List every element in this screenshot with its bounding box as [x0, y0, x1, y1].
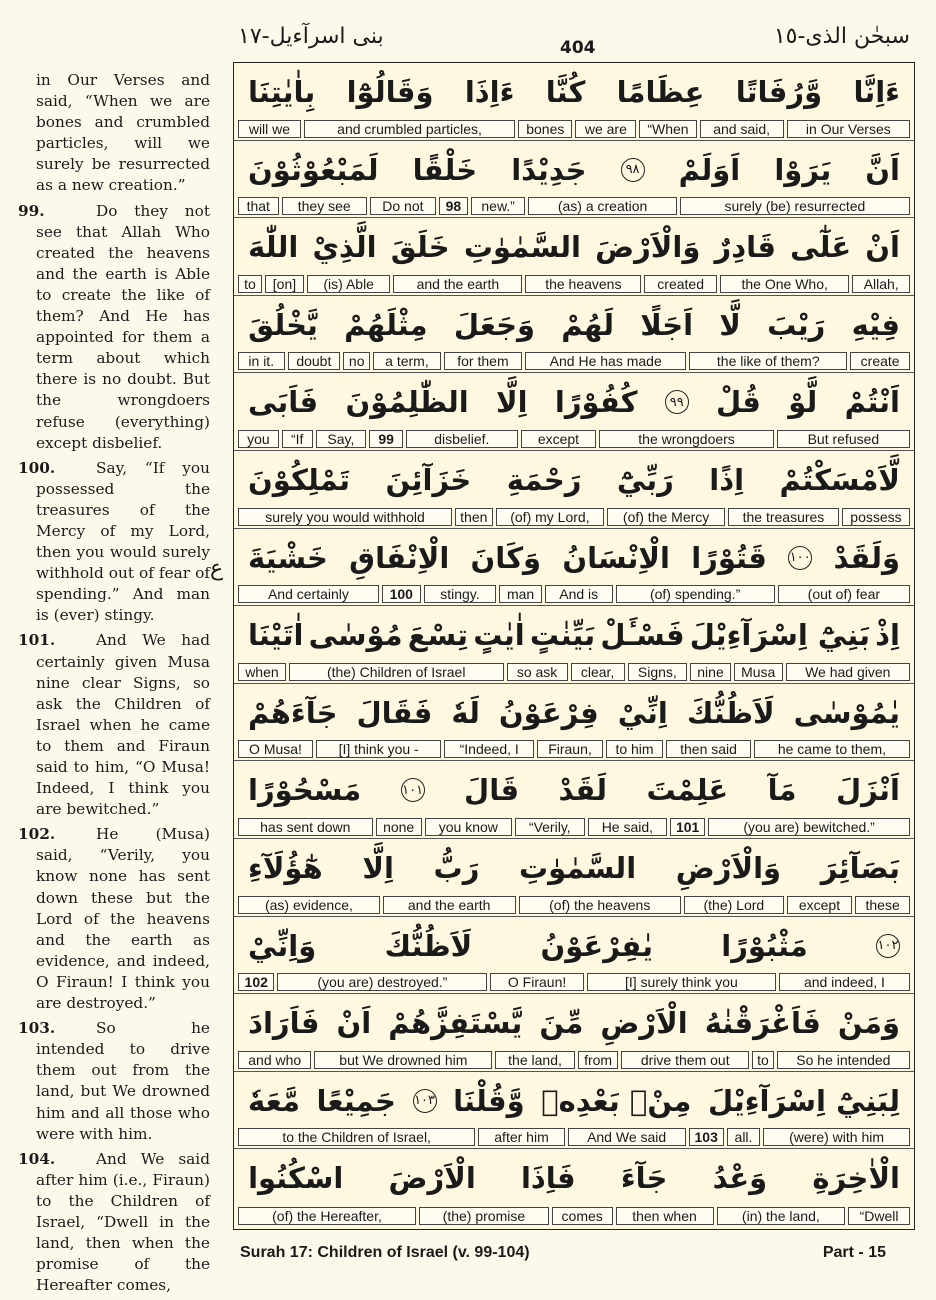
grid-row — [234, 761, 914, 839]
english-word: new.” — [471, 197, 525, 215]
arabic-word: وَمَنْ — [837, 1006, 900, 1041]
grid-row — [234, 218, 914, 296]
english-word: (out of) fear — [778, 585, 910, 603]
english-word: [I] surely think you — [587, 973, 776, 991]
english-word: you know — [425, 818, 512, 836]
english-word: 103 — [689, 1128, 724, 1146]
english-gloss-line — [238, 740, 910, 758]
arabic-word: فَاَبَى — [248, 385, 319, 420]
translation-text: And We had certainly given Musa nine clear Signs, so ask the Children of Israel when he came to them and Firaun said to him, “O Musa! Indeed, I think you are bewitched.” — [36, 631, 210, 819]
arabic-word: ءَاِذَا — [464, 75, 515, 109]
english-gloss-line — [238, 430, 910, 448]
arabic-word: فَقَالَ — [356, 695, 433, 730]
english-word: man — [499, 585, 542, 603]
grid-row — [234, 684, 914, 762]
translation-text: He (Musa) said, “Verily, you know none has sent down these but the Lord of the heavens and the earth as evidence, and indeed, O Firaun! I think you are destroyed.” — [36, 825, 210, 1013]
arabic-word: لَّاَمْسَكْتُمْ — [779, 462, 900, 497]
arabic-word: اَنْتُمْ — [844, 385, 900, 420]
arabic-line — [234, 761, 914, 819]
english-word: “When — [639, 120, 696, 138]
arabic-word: يٰمُوْسٰى — [793, 695, 900, 730]
english-word: And is — [545, 585, 613, 603]
arabic-line — [234, 684, 914, 742]
english-word: Allah, — [852, 275, 910, 293]
arabic-word: عَلٰٓى — [790, 230, 852, 265]
english-word: and indeed, I — [779, 973, 910, 991]
arabic-word: وَّقُلْنَا — [453, 1083, 525, 1118]
arabic-word: لَّا — [719, 307, 741, 342]
grid-row — [234, 529, 914, 607]
arabic-word: الْاِنْسَانُ — [562, 540, 670, 575]
translation-entry — [18, 824, 210, 1014]
arabic-word: جَدِيْدًا — [511, 152, 587, 187]
verse-end-marker: ١٠١ — [401, 778, 425, 802]
english-word: none — [376, 818, 422, 836]
arabic-word: وَالْاَرْضَ — [595, 230, 701, 265]
arabic-word: الَّذِيْ — [312, 230, 377, 265]
arabic-word: لَاَظُنُّكَ — [686, 695, 775, 730]
english-word: He said, — [588, 818, 667, 836]
english-word: they see — [282, 197, 367, 215]
arabic-word: رَبِّيْٓ — [616, 462, 674, 497]
verse-number: 101. — [18, 631, 56, 650]
grid-row — [234, 451, 914, 529]
english-word: created — [644, 275, 717, 293]
arabic-word: وَّرُفَاتًا — [735, 75, 823, 109]
arabic-word: اِلَّا — [496, 385, 528, 420]
english-word: the land, — [495, 1051, 575, 1069]
english-word: for them — [444, 352, 522, 370]
arabic-word: لَهٗ — [451, 695, 480, 730]
header-juz-arabic: سبحٰن الذی-١٥ — [773, 24, 910, 49]
english-word: possess — [842, 508, 910, 526]
verse-end-marker: ١٠٢ — [876, 934, 900, 958]
arabic-word: فَسْـَٔلْ — [600, 618, 685, 653]
arabic-word: رَبُّ — [433, 850, 480, 885]
translation-text: in Our Verses and said, “When we are bones and crumbled particles, will we surely be resurrected as a new creation.” — [36, 71, 210, 195]
arabic-word: عِظَامًا — [616, 75, 705, 109]
arabic-word: مَثْبُوْرًا — [721, 928, 808, 963]
verse-end-marker: ٩٩ — [665, 390, 689, 414]
english-word: then — [455, 508, 493, 526]
arabic-word: اللّٰهَ — [248, 230, 299, 265]
verse-number: 102. — [18, 825, 56, 844]
arabic-word: اسْكُنُوا — [248, 1161, 344, 1196]
arabic-word: وَكَانَ — [470, 540, 542, 575]
arabic-word: اَنَّ — [865, 152, 900, 187]
arabic-word: خَزَآئِنَ — [385, 462, 472, 497]
english-word: We had given — [786, 663, 910, 681]
english-word: all. — [727, 1128, 760, 1146]
english-word: doubt — [288, 352, 341, 370]
grid-row — [234, 994, 914, 1072]
english-word: stingy. — [424, 585, 497, 603]
english-word: to him — [606, 740, 663, 758]
arabic-word: اَوَلَمْ — [678, 152, 741, 187]
arabic-word: مِنْۢ بَعْدِهٖ — [541, 1083, 692, 1118]
english-word: and crumbled particles, — [304, 120, 515, 138]
english-word: (you are) destroyed.” — [277, 973, 487, 991]
arabic-word: قَادِرٌ — [714, 230, 776, 265]
english-word: to — [238, 275, 262, 293]
english-word: Musa — [734, 663, 783, 681]
english-word: (the) promise — [419, 1207, 549, 1225]
translation-entry — [18, 201, 210, 454]
english-gloss-line — [238, 973, 910, 991]
english-word: (of) my Lord, — [496, 508, 605, 526]
header-surah-arabic: بنی اسرآءیل-١٧ — [238, 24, 384, 49]
english-word: but We drowned him — [314, 1051, 492, 1069]
arabic-word: ءَاِنَّا — [853, 75, 900, 109]
arabic-word: مَآ — [767, 773, 797, 808]
translation-entry — [18, 630, 210, 820]
english-word: when — [238, 663, 286, 681]
arabic-word: السَّمٰوٰتِ — [519, 850, 637, 885]
english-word: except — [521, 430, 597, 448]
arabic-word: كُفُوْرًا — [554, 385, 638, 420]
english-gloss-line — [238, 1207, 910, 1225]
english-word: will we — [238, 120, 301, 138]
english-word: the wrongdoers — [599, 430, 773, 448]
arabic-word: لَهُمْ — [561, 307, 614, 342]
arabic-line — [234, 218, 914, 276]
arabic-line — [234, 529, 914, 587]
english-word: “Indeed, I — [444, 740, 534, 758]
arabic-word: اَنْ — [865, 230, 900, 265]
arabic-word: جَآءَ — [620, 1161, 668, 1196]
english-word: he came to them, — [754, 740, 910, 758]
english-word: O Musa! — [238, 740, 313, 758]
arabic-word: اِذْ — [875, 618, 900, 653]
english-word: from — [578, 1051, 619, 1069]
english-gloss-line — [238, 1051, 910, 1069]
grid-row — [234, 296, 914, 374]
footer-part: Part - 15 — [822, 1244, 886, 1261]
english-word: in it. — [238, 352, 285, 370]
arabic-line — [234, 63, 914, 121]
english-word: after him — [478, 1128, 564, 1146]
english-gloss-line — [238, 896, 910, 914]
english-word: 102 — [238, 973, 274, 991]
arabic-word: خَشْيَةَ — [248, 540, 328, 575]
grid-row — [234, 606, 914, 684]
grid-row — [234, 839, 914, 917]
arabic-line — [234, 296, 914, 354]
arabic-word: اِنِّيْ — [617, 695, 668, 730]
verse-number: 100. — [18, 458, 56, 477]
english-word: these — [855, 896, 910, 914]
arabic-word: يَّسْتَفِزَّهُمْ — [388, 1006, 523, 1041]
english-word: (the) Children of Israel — [289, 663, 504, 681]
arabic-word: الْاٰخِرَةِ — [812, 1161, 900, 1196]
translation-text: So he intended to drive them out from the land, but We drowned him and all those who were with him. — [36, 1019, 210, 1143]
verse-end-marker: ٩٨ — [621, 158, 645, 182]
english-gloss-line — [238, 818, 910, 836]
page-number: 404 — [560, 38, 596, 58]
grid-row — [234, 141, 914, 219]
arabic-line — [234, 1149, 914, 1207]
english-gloss-line — [238, 197, 910, 215]
english-word: in Our Verses — [787, 120, 910, 138]
grid-row — [234, 917, 914, 995]
arabic-word: الْاَرْضَ — [388, 1161, 476, 1196]
grid-row — [234, 1072, 914, 1150]
english-word: And certainly — [238, 585, 379, 603]
english-word: “Dwell — [848, 1207, 910, 1225]
arabic-word: فَاَرَادَ — [248, 1006, 320, 1041]
english-word: a term, — [373, 352, 441, 370]
english-word: the like of them? — [689, 352, 847, 370]
english-gloss-line — [238, 585, 910, 603]
arabic-word: لَّوْ — [788, 385, 818, 420]
english-word: the heavens — [525, 275, 641, 293]
arabic-word: رَيْبَ — [767, 307, 826, 342]
english-word: 98 — [439, 197, 468, 215]
translation-text: Do they not see that Allah Who created the heavens and the earth is Able to create the like of them? And He has appointed for them a term about which there is no doubt. But the wrongdoers refuse (everything) except disbelief. — [36, 201, 210, 452]
arabic-word: بِاٰيٰتِنَا — [248, 75, 316, 109]
english-word: no — [343, 352, 370, 370]
translation-text: Say, “If you possessed the treasures of the Mercy of my Lord, then you would surely withhold out of fear of spending.” And man is (ever) stingy. — [36, 458, 210, 625]
arabic-word: وَعْدُ — [712, 1161, 768, 1196]
english-word: disbelief. — [406, 430, 517, 448]
english-word: Do not — [370, 197, 436, 215]
verse-number: 103. — [18, 1019, 56, 1038]
english-gloss-line — [238, 1128, 910, 1146]
english-word: and who — [238, 1051, 311, 1069]
english-gloss-line — [238, 352, 910, 370]
english-word: [I] think you - — [316, 740, 441, 758]
arabic-word: رَحْمَةِ — [506, 462, 582, 497]
english-word: 100 — [382, 585, 421, 603]
english-word: and the earth — [383, 896, 516, 914]
arabic-word: فِيْهِ — [851, 307, 900, 342]
arabic-word: هٰٓؤُلَآءِ — [248, 850, 323, 885]
english-word: then said — [666, 740, 751, 758]
arabic-word: وَقَالُوْٓا — [346, 75, 434, 109]
translation-entry — [18, 1018, 210, 1145]
arabic-word: خَلَقَ — [390, 230, 450, 265]
verse-number: 104. — [18, 1149, 56, 1168]
english-word: and the earth — [393, 275, 522, 293]
english-word: to the Children of Israel, — [238, 1128, 475, 1146]
english-word: And He has made — [525, 352, 686, 370]
verse-end-marker: ١٠٠ — [788, 546, 812, 570]
english-word: (is) Able — [307, 275, 390, 293]
english-word: and said, — [700, 120, 784, 138]
arabic-line — [234, 606, 914, 664]
arabic-word: وَجَعَلَ — [453, 307, 535, 342]
english-gloss-line — [238, 508, 910, 526]
english-word: (in) the land, — [717, 1207, 846, 1225]
english-word: then when — [616, 1207, 714, 1225]
english-word: (the) Lord — [684, 896, 784, 914]
arabic-word: تَمْلِكُوْنَ — [248, 462, 351, 497]
english-word: So he intended — [777, 1051, 910, 1069]
english-word: surely (be) resurrected — [680, 197, 910, 215]
english-word: nine — [690, 663, 731, 681]
arabic-word: جَمِيْعًا — [316, 1083, 396, 1118]
english-word: But refused — [777, 430, 910, 448]
english-word: Signs, — [628, 663, 687, 681]
arabic-line — [234, 839, 914, 897]
arabic-word: مُوْسٰى — [308, 618, 403, 653]
translation-text: And We said after him (i.e., Firaun) to the Children of Israel, “Dwell in the land, then when the promise of the Hereafter comes, — [36, 1149, 210, 1295]
arabic-word: فَاَغْرَقْنٰهُ — [704, 1006, 821, 1041]
arabic-line — [234, 141, 914, 199]
arabic-word: تِسْعَ — [407, 618, 469, 653]
verse-end-marker: ١٠٣ — [413, 1089, 437, 1113]
english-word: to — [752, 1051, 774, 1069]
english-word: the treasures — [728, 508, 839, 526]
arabic-word: يٰفِرْعَوْنُ — [540, 928, 654, 963]
english-word: (were) with him — [763, 1128, 910, 1146]
grid-row — [234, 1149, 914, 1227]
english-word: bones — [518, 120, 572, 138]
arabic-word: اَجَلًا — [640, 307, 694, 342]
english-word: so ask — [507, 663, 568, 681]
english-word: create — [850, 352, 910, 370]
english-gloss-line — [238, 120, 910, 138]
arabic-word: اَنْ — [336, 1006, 372, 1041]
arabic-word: قُلْ — [716, 385, 761, 420]
arabic-word: لَمَبْعُوْثُوْنَ — [248, 152, 379, 187]
arabic-word: اٰيٰتٍ — [473, 618, 525, 653]
arabic-word: لَاَظُنُّكَ — [384, 928, 473, 963]
arabic-line — [234, 917, 914, 975]
english-word: surely you would withhold — [238, 508, 452, 526]
english-word: O Firaun! — [490, 973, 584, 991]
english-word: clear, — [571, 663, 625, 681]
arabic-word: عَلِمْتَ — [646, 773, 729, 808]
arabic-word: لِبَنِيْٓ اِسْرَآءِيْلَ — [707, 1083, 900, 1118]
english-word: “If — [282, 430, 313, 448]
english-gloss-line — [238, 663, 910, 681]
english-word: Say, — [316, 430, 367, 448]
english-word: drive them out — [621, 1051, 749, 1069]
arabic-word: السَّمٰوٰتِ — [463, 230, 581, 265]
english-word: (of) the Mercy — [607, 508, 725, 526]
arabic-word: بَنِيْٓ اِسْرَآءِيْلَ — [689, 618, 870, 653]
translation-entry — [18, 458, 210, 627]
arabic-word: الظّٰلِمُوْنَ — [345, 385, 469, 420]
english-word: you — [238, 430, 279, 448]
arabic-word: قَتُوْرًا — [691, 540, 767, 575]
grid-row — [234, 373, 914, 451]
english-word: “Verily, — [515, 818, 585, 836]
english-word: we are — [575, 120, 636, 138]
arabic-word: بَصَآئِرَ — [820, 850, 900, 885]
arabic-word: مِّنَ — [539, 1006, 584, 1041]
arabic-word: كُنَّا — [545, 75, 586, 109]
footer-surah: Surah 17: Children of Israel (v. 99-104) — [240, 1244, 530, 1261]
arabic-line — [234, 994, 914, 1052]
arabic-line — [234, 1072, 914, 1130]
translation-entry — [18, 1149, 210, 1297]
ruku-mark: ع — [210, 556, 224, 581]
english-word: (as) a creation — [528, 197, 676, 215]
english-gloss-line — [238, 275, 910, 293]
arabic-word: اِلَّا — [362, 850, 394, 885]
verse-number: 99. — [18, 201, 45, 220]
english-word: And We said — [568, 1128, 686, 1146]
word-by-word-grid — [233, 62, 915, 1230]
english-word: (you are) bewitched.” — [708, 818, 910, 836]
arabic-word: جَآءَهُمْ — [248, 695, 338, 730]
english-word: 99 — [369, 430, 403, 448]
translation-column — [18, 70, 210, 1300]
english-word: comes — [552, 1207, 613, 1225]
arabic-word: وَاِنِّيْ — [248, 928, 317, 963]
arabic-line — [234, 451, 914, 509]
arabic-word: مَّعَهٗ — [248, 1083, 300, 1118]
arabic-word: لَقَدْ — [558, 773, 608, 808]
arabic-word: مِثْلَهُمْ — [344, 307, 428, 342]
arabic-word: وَلَقَدْ — [833, 540, 900, 575]
arabic-word: قَالَ — [464, 773, 520, 808]
arabic-word: وَالْاَرْضِ — [675, 850, 782, 885]
translation-entry — [18, 70, 210, 197]
english-word: (of) the heavens — [519, 896, 681, 914]
arabic-word: يَّخْلُقَ — [248, 307, 318, 342]
arabic-word: بَيِّنٰتٍ — [529, 618, 596, 653]
arabic-word: مَسْحُوْرًا — [248, 773, 362, 808]
arabic-word: اَنْزَلَ — [835, 773, 900, 808]
english-word: [on] — [265, 275, 304, 293]
english-word: except — [787, 896, 852, 914]
arabic-word: اٰتَيْنَا — [248, 618, 304, 653]
english-word: (of) spending.” — [616, 585, 775, 603]
arabic-word: يَرَوْا — [774, 152, 832, 187]
arabic-word: فَاِذَا — [520, 1161, 576, 1196]
english-word: (of) the Hereafter, — [238, 1207, 416, 1225]
grid-row — [234, 63, 914, 141]
english-word: has sent down — [238, 818, 373, 836]
arabic-word: اِذًا — [709, 462, 745, 497]
english-word: 101 — [670, 818, 705, 836]
arabic-word: الْاِنْفَاقِ — [349, 540, 450, 575]
arabic-line — [234, 373, 914, 431]
arabic-word: الْاَرْضِ — [600, 1006, 688, 1041]
arabic-word: فِرْعَوْنُ — [498, 695, 599, 730]
arabic-word: خَلْقًا — [412, 152, 478, 187]
english-word: (as) evidence, — [238, 896, 380, 914]
english-word: the One Who, — [720, 275, 849, 293]
english-word: that — [238, 197, 279, 215]
english-word: Firaun, — [537, 740, 603, 758]
